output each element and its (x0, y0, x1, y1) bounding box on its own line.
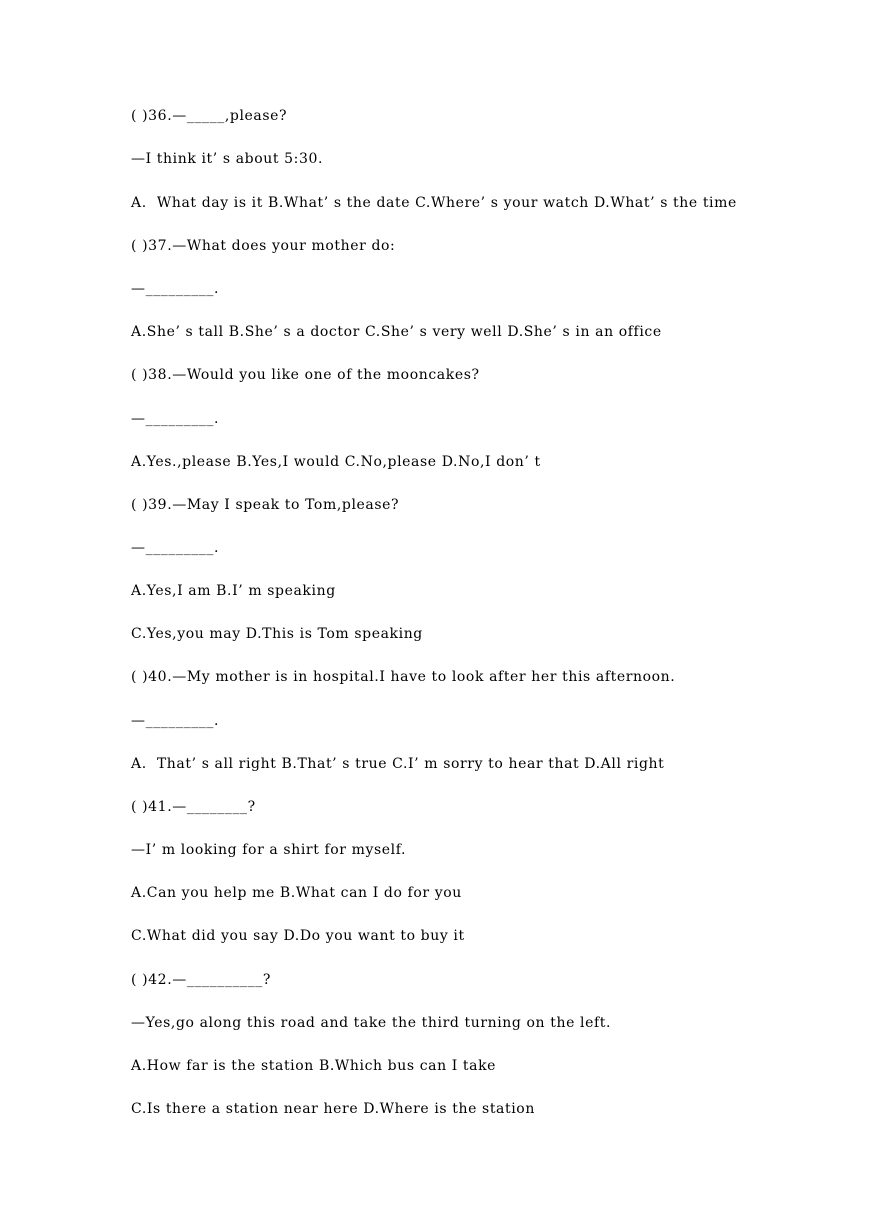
question-39-options-ab: A.Yes,I am B.I’ m speaking (131, 583, 336, 599)
question-38-options: A.Yes.,please B.Yes,I would C.No,please D.No,I don’ t (131, 454, 541, 470)
question-36-stem: ( )36.—_____,please? (131, 108, 288, 124)
question-40-options: A. That’ s all right B.That’ s true C.I’ m sorry to hear that D.All right (131, 756, 665, 772)
question-42-stem: ( )42.—__________? (131, 972, 271, 988)
question-40-reply: —_________. (131, 713, 220, 729)
question-42-options-cd: C.Is there a station near here D.Where is the station (131, 1101, 535, 1117)
question-37-options: A.She’ s tall B.She’ s a doctor C.She’ s very well D.She’ s in an office (131, 324, 662, 340)
question-38-stem: ( )38.—Would you like one of the mooncakes? (131, 367, 480, 383)
question-41-reply: —I’ m looking for a shirt for myself. (131, 842, 407, 858)
question-41-options-cd: C.What did you say D.Do you want to buy it (131, 928, 465, 944)
question-39-reply: —_________. (131, 540, 220, 556)
question-41-stem: ( )41.—________? (131, 799, 256, 815)
question-40-stem: ( )40.—My mother is in hospital.I have to look after her this afternoon. (131, 669, 676, 685)
question-38-reply: —_________. (131, 411, 220, 427)
question-36-reply: —I think it’ s about 5:30. (131, 151, 324, 167)
question-37-stem: ( )37.—What does your mother do: (131, 238, 396, 254)
question-39-stem: ( )39.—May I speak to Tom,please? (131, 497, 400, 513)
question-41-options-ab: A.Can you help me B.What can I do for you (131, 885, 462, 901)
question-39-options-cd: C.Yes,you may D.This is Tom speaking (131, 626, 423, 642)
question-42-reply: —Yes,go along this road and take the third turning on the left. (131, 1015, 612, 1031)
question-42-options-ab: A.How far is the station B.Which bus can I take (131, 1058, 497, 1074)
question-36-options: A. What day is it B.What’ s the date C.Where’ s your watch D.What’ s the time (131, 195, 737, 211)
question-37-reply: —_________. (131, 281, 220, 297)
